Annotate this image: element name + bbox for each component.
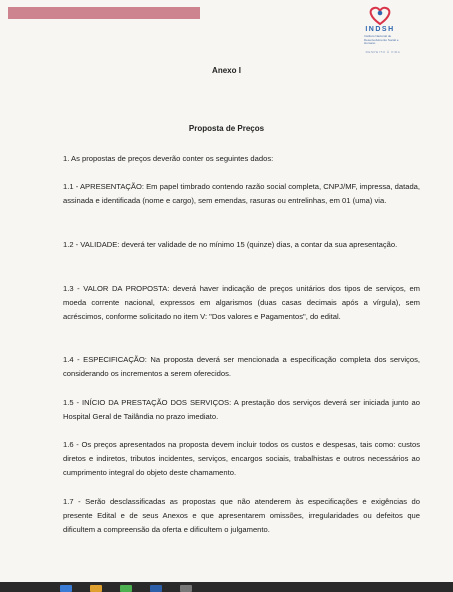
logo-subtitle: Instituto Nacional de Desenvolvimento Social e Humano [364,34,399,45]
logo-tagline: RESPEITO À VIDA [365,50,401,54]
annex-title: Anexo I [212,66,241,75]
taskbar-settings-icon[interactable] [180,585,192,592]
taskbar-browser-icon[interactable] [120,585,132,592]
paragraph-1-2: 1.2 - VALIDADE: deverá ter validade de no mínimo 15 (quinze) dias, a contar da sua apresentação. [63,240,398,249]
paragraph-1-6: 1.6 - Os preços apresentados na proposta devem incluir todos os custos e despesas, tais como: custos diretos e indiretos, tributos incidentes, serviços, encargos sociais, trabalhistas e outros necessários ao cumprimento integral do objeto deste chamamento. [63,440,420,477]
logo-text: INDSH [365,26,395,33]
indsh-logo [350,4,410,54]
paragraph-1-1: 1.1 - APRESENTAÇÃO: Em papel timbrado contendo razão social completa, CNPJ/MF, impressa, datada, assinada e identificada (nome e cargo), sem emendas, rasuras ou entrelinhas, em 01 (uma) via. [63,182,420,205]
paragraph-1-3: 1.3 - VALOR DA PROPOSTA: deverá haver indicação de preços unitários dos tipos de serviços, em moeda corrente nacional, expressos em algarismos (duas casas decimais após a vírgula), sem acréscimos, conforme solicitado no item V: "Dos valores e Pagamentos", do edital. [63,284,420,321]
red-stamp-bar [8,7,200,19]
taskbar-folder-icon[interactable] [90,585,102,592]
paragraph-1-4: 1.4 - ESPECIFICAÇÃO: Na proposta deverá ser mencionada a especificação completa dos serviços, considerando os incrementos a serem oferecidos. [63,355,420,378]
taskbar-word-icon[interactable] [150,585,162,592]
section-title: Proposta de Preços [188,124,265,133]
paragraph-1: 1. As propostas de preços deverão conter os seguintes dados: [63,154,274,163]
taskbar-app-icon[interactable] [60,585,72,592]
paragraph-1-5: 1.5 - INÍCIO DA PRESTAÇÃO DOS SERVIÇOS: A prestação dos serviços deverá ser iniciada junto ao Hospital Geral de Tailândia no prazo imediato. [63,398,420,421]
paragraph-1-7: 1.7 - Serão desclassificadas as propostas que não atenderem às especificações e exigências do presente Edital e de seus Anexos e que apresentarem omissões, irregularidades ou defeitos que dificultem a compreensão da oferta e dificultem o julgamento. [63,497,420,534]
heart-logo-icon [350,4,410,28]
